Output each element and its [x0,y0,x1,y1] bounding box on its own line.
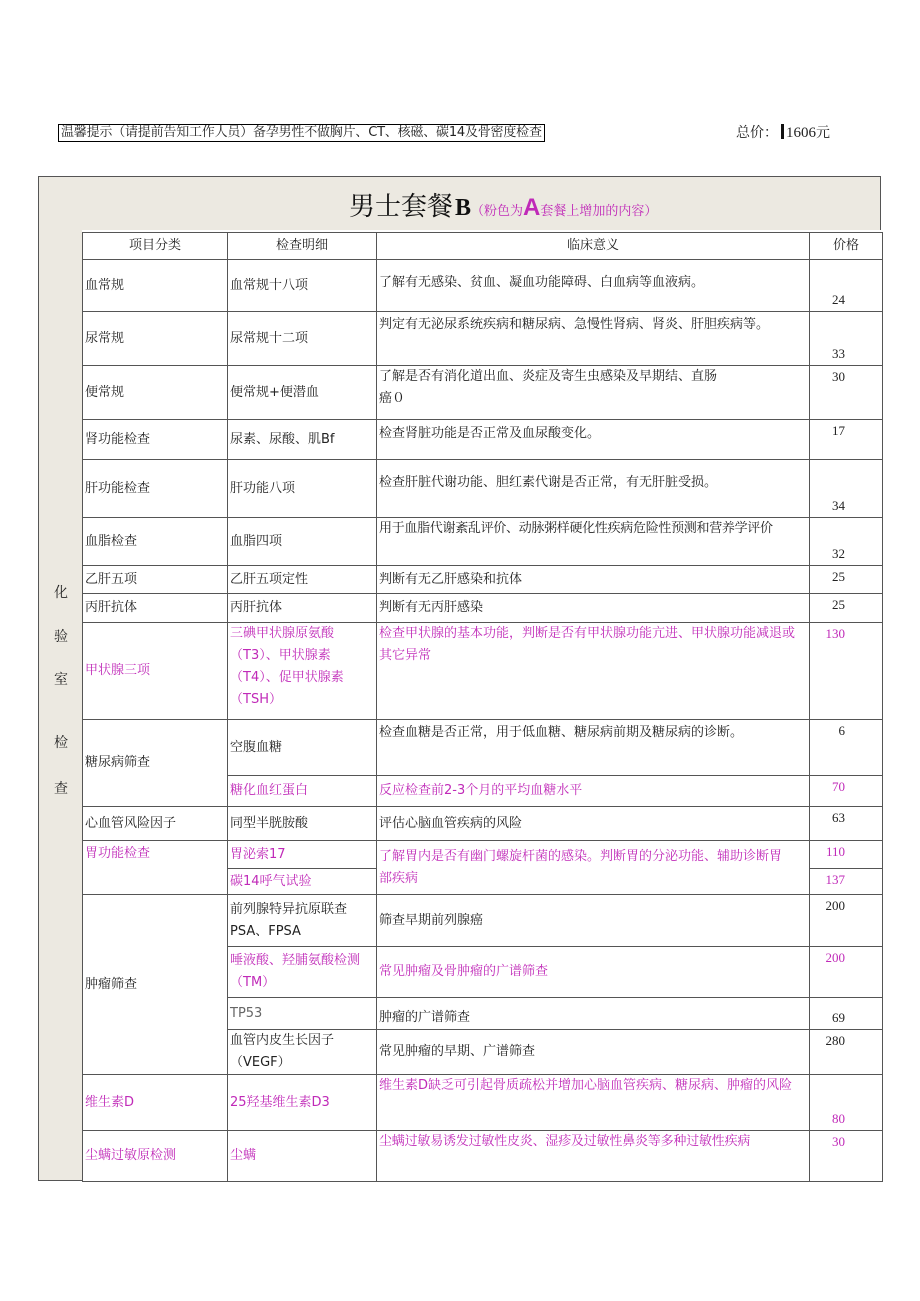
price-cell: 6 [810,720,883,776]
price-cell: 30 [810,1131,883,1182]
category-cell: 尘螨过敏原检测 [83,1131,228,1182]
meaning-cell: 常见肿瘤及骨肿瘤的广谱筛查 [377,947,810,998]
detail-cell: 尿素、尿酸、肌Bf [228,420,377,460]
category-cell: 便常规 [83,366,228,420]
header-price: 价格 [810,233,883,260]
category-cell: 血脂检查 [83,518,228,566]
detail-cell: 前列腺特异抗原联查PSA、FPSA [228,895,377,947]
table-row [83,518,883,566]
detail-cell: 糖化血红蛋白 [228,776,377,807]
header-meaning: 临床意义 [377,233,810,260]
detail-cell: 丙肝抗体 [228,594,377,623]
category-cell: 血常规 [83,260,228,312]
table-row [83,420,883,460]
title-letter: B [455,195,472,221]
table-row [83,460,883,518]
side-char: 检 [54,735,68,751]
category-cell: 维生素D [83,1075,228,1131]
lab-exam-side-label [38,230,82,1181]
title-main: 男士套餐 [349,192,454,222]
detail-cell: 尿常规十二项 [228,312,377,366]
meaning-cell: 检查肾脏功能是否正常及血尿酸变化。 [377,420,810,460]
warm-tip-notice: 温馨提示（请提前告知工作人员）备孕男性不做胸片、CT、核磁、碳14及骨密度检查 [58,124,545,142]
side-char: 化 [54,585,68,601]
title-note-letter: A [523,194,541,221]
meaning-cell: 检查甲状腺的基本功能，判断是否有甲状腺功能亢进、甲状腺功能减退或其它异常 [377,623,810,720]
meaning-cell: 检查血糖是否正常，用于低血糖、糖尿病前期及糖尿病的诊断。 [377,720,810,776]
meaning-cell: 用于血脂代谢紊乱评价、动脉粥样硬化性疾病危险性预测和营养学评价 [377,518,810,566]
header-detail: 检查明细 [228,233,377,260]
detail-cell: TP53 [228,998,377,1030]
meaning-cell: 了解有无感染、贫血、凝血功能障碍、白血病等血液病。 [377,260,810,312]
detail-cell: 便常规+便潜血 [228,366,377,420]
price-cell: 80 [810,1075,883,1131]
table-row [83,260,883,312]
category-cell: 肿瘤筛查 [83,895,228,1075]
category-cell: 心血管风险因子 [83,807,228,841]
price-cell: 63 [810,807,883,841]
category-cell: 糖尿病筛查 [83,720,228,807]
meaning-cell: 评估心脑血管疾病的风险 [377,807,810,841]
price-cell: 34 [810,460,883,518]
package-title-box [38,176,881,230]
table-row [83,895,883,947]
table-row [83,1075,883,1131]
exam-table [82,232,883,1182]
price-cell: 70 [810,776,883,807]
price-cell: 110 [810,841,883,869]
title-note-suffix: 套餐上增加的内容） [540,204,658,219]
table-row [83,366,883,420]
detail-cell: 肝功能八项 [228,460,377,518]
price-cell: 30 [810,366,883,420]
category-cell: 尿常规 [83,312,228,366]
total-value: 1606 [786,125,816,141]
category-cell: 乙肝五项 [83,566,228,594]
detail-cell: 胃泌索17 [228,841,377,869]
meaning-cell: 筛查早期前列腺癌 [377,895,810,947]
price-cell: 69 [810,998,883,1030]
category-cell: 肾功能检查 [83,420,228,460]
table-header-row [83,233,883,260]
detail-cell: 同型半胱胺酸 [228,807,377,841]
detail-cell: 碳14呼气试验 [228,869,377,895]
header-category: 项目分类 [83,233,228,260]
detail-cell: 尘螨 [228,1131,377,1182]
package-title [349,186,657,223]
table-row [83,566,883,594]
total-unit: 元 [816,125,830,141]
price-cell: 25 [810,566,883,594]
meaning-cell: 了解胃内是否有幽门螺旋杆菌的感染。判断胃的分泌功能、辅助诊断胃部疾病 [377,841,810,895]
price-cell: 130 [810,623,883,720]
table-row [83,594,883,623]
side-char: 验 [54,629,68,645]
category-cell: 甲状腺三项 [83,623,228,720]
meaning-cell: 判断有无乙肝感染和抗体 [377,566,810,594]
total-label: 总价： [736,125,778,141]
price-cell: 200 [810,895,883,947]
price-cell: 137 [810,869,883,895]
price-cell: 24 [810,260,883,312]
table-row [83,841,883,869]
detail-cell: 乙肝五项定性 [228,566,377,594]
side-char: 室 [54,672,68,688]
meaning-cell: 判断有无丙肝感染 [377,594,810,623]
side-char: 查 [54,781,68,797]
total-price [736,122,830,142]
detail-cell: 血常规十八项 [228,260,377,312]
category-cell: 胃功能检查 [83,841,228,895]
meaning-cell: 肿瘤的广谱筛查 [377,998,810,1030]
detail-cell: 唾液酸、羟脯氨酸检测（TM） [228,947,377,998]
detail-cell: 血管内皮生长因子（VEGF） [228,1030,377,1075]
meaning-cell: 检查肝脏代谢功能、胆红素代谢是否正常，有无肝脏受损。 [377,460,810,518]
table-row [83,623,883,720]
table-row [83,807,883,841]
meaning-cell: 尘螨过敏易诱发过敏性皮炎、湿疹及过敏性鼻炎等多种过敏性疾病 [377,1131,810,1182]
detail-cell: 25羟基维生素D3 [228,1075,377,1131]
price-cell: 17 [810,420,883,460]
detail-cell: 血脂四项 [228,518,377,566]
table-row [83,1131,883,1182]
meaning-cell: 反应检查前2-3个月的平均血糖水平 [377,776,810,807]
detail-cell: 三碘甲状腺原氨酸（T3）、甲状腺素（T4）、促甲状腺素（TSH） [228,623,377,720]
cursor-bar [781,124,784,139]
table-row [83,312,883,366]
price-cell: 200 [810,947,883,998]
price-cell: 32 [810,518,883,566]
price-cell: 33 [810,312,883,366]
table-row [83,720,883,776]
meaning-cell: 判定有无泌尿系统疾病和糖尿病、急慢性肾病、肾炎、肝胆疾病等。 [377,312,810,366]
price-cell: 280 [810,1030,883,1075]
price-cell: 25 [810,594,883,623]
meaning-cell: 了解是否有消化道出血、炎症及寄生虫感染及早期结、直肠癌０ [377,366,810,420]
title-note-prefix: （粉色为 [471,204,524,219]
detail-cell: 空腹血糖 [228,720,377,776]
category-cell: 丙肝抗体 [83,594,228,623]
meaning-cell: 维生素D缺乏可引起骨质疏松并增加心脑血管疾病、糖尿病、肿瘤的风险 [377,1075,810,1131]
category-cell: 肝功能检查 [83,460,228,518]
meaning-cell: 常见肿瘤的早期、广谱筛查 [377,1030,810,1075]
